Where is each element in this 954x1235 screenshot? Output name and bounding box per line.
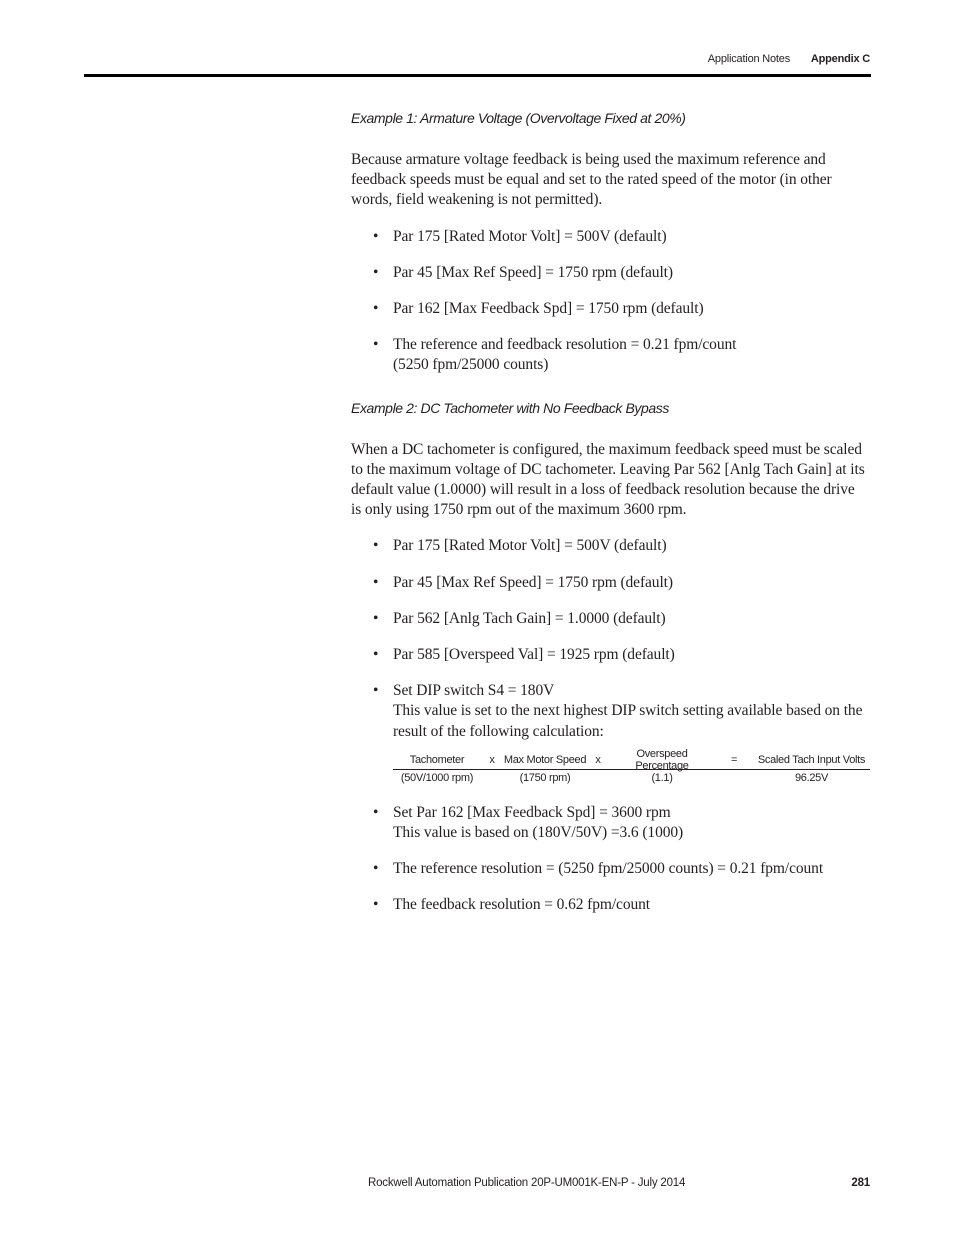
example2-bullet-list (351, 536, 866, 741)
bullet-dot: • (373, 263, 379, 281)
calc-header-cell: Max Motor Speed (503, 754, 587, 767)
bullet-dot: • (373, 682, 379, 700)
list-item: • Par 562 [Anlg Tach Gain] = 1.0000 (default) (351, 609, 866, 629)
header-rule (84, 74, 871, 77)
list-item: • Par 175 [Rated Motor Volt] = 500V (default) (351, 536, 866, 556)
running-header (708, 53, 870, 65)
header-appendix-label: Appendix C (810, 53, 870, 65)
bullet-dot: • (373, 537, 379, 555)
list-item: • Par 175 [Rated Motor Volt] = 500V (default) (351, 227, 866, 247)
list-item: • Par 45 [Max Ref Speed] = 1750 rpm (default) (351, 573, 866, 593)
calc-header-cell: Scaled Tach Input Volts (757, 754, 866, 767)
page-number: 281 (851, 1177, 870, 1189)
calc-operator: x (489, 754, 495, 767)
calculation-header-row (393, 748, 870, 773)
list-item: • Par 162 [Max Feedback Spd] = 1750 rpm (default) (351, 299, 866, 319)
calc-header-cell: Overspeed Percentage (635, 748, 689, 773)
calc-value-cell: (50V/1000 rpm) (400, 772, 474, 785)
bullet-subtext: This value is set to the next highest DIP switch setting available based on the result of the following calculation: (393, 702, 863, 740)
list-item: • The reference and feedback resolution = 0.21 fpm/count (5250 fpm/25000 counts) (351, 335, 866, 375)
list-item: • Par 45 [Max Ref Speed] = 1750 rpm (default) (351, 263, 866, 283)
example2-paragraph: When a DC tachometer is configured, the maximum feedback speed must be scaled to the maximum voltage of DC tachometer. Leaving Par 562 [Anlg Tach Gain] at its default value (1.0000) will result in a loss of feedback resolution because the drive is only using 1750 rpm out of the maximum 3600 rpm. (351, 440, 865, 519)
page-content (351, 108, 866, 916)
calculation-value-row (393, 770, 870, 787)
bullet-subtext: This value is based on (180V/50V) =3.6 (1000) (393, 824, 684, 842)
calc-header-cell: Tachometer (409, 754, 465, 767)
bullet-dot: • (373, 803, 379, 821)
calc-value-cell: (1750 rpm) (519, 772, 571, 785)
overspeed-calculation-table (393, 748, 870, 787)
list-item: • Par 585 [Overspeed Val] = 1925 rpm (default) (351, 645, 866, 665)
bullet-dot: • (373, 896, 379, 914)
calc-operator: x (595, 754, 601, 767)
header-section-title: Application Notes (707, 53, 791, 65)
list-item: • The feedback resolution = 0.62 fpm/count (351, 895, 866, 915)
bullet-dot: • (373, 336, 379, 354)
list-item: • The reference resolution = (5250 fpm/25000 counts) = 0.21 fpm/count (351, 859, 866, 879)
example1-bullet-list (351, 227, 866, 376)
example1-paragraph: Because armature voltage feedback is being used the maximum reference and feedback speeds must be equal and set to the rated speed of the motor (in other words, field weakening is not permitted). (351, 151, 832, 209)
bullet-dot: • (373, 300, 379, 318)
example2-bullet-list-continued (351, 803, 866, 916)
example2-heading: Example 2: DC Tachometer with No Feedback Bypass (351, 399, 669, 416)
list-item: • Set Par 162 [Max Feedback Spd] = 3600 rpm This value is based on (180V/50V) =3.6 (1000) (351, 803, 866, 843)
bullet-dot: • (373, 860, 379, 878)
footer-publication: Rockwell Automation Publication 20P-UM001K-EN-P - July 2014 (368, 1177, 686, 1189)
calc-value-cell: (1.1) (651, 772, 673, 785)
list-item: • Set DIP switch S4 = 180V This value is set to the next highest DIP switch setting available based on the result of the following calculation: (351, 681, 866, 742)
bullet-dot: • (373, 646, 379, 664)
bullet-dot: • (373, 573, 379, 591)
bullet-dot: • (373, 609, 379, 627)
calc-value-cell: 96.25V (794, 772, 829, 785)
bullet-dot: • (373, 227, 379, 245)
calc-operator: = (730, 754, 738, 767)
bullet-subtext: (5250 fpm/25000 counts) (393, 356, 549, 374)
example1-heading: Example 1: Armature Voltage (Overvoltage Fixed at 20%) (351, 110, 686, 126)
